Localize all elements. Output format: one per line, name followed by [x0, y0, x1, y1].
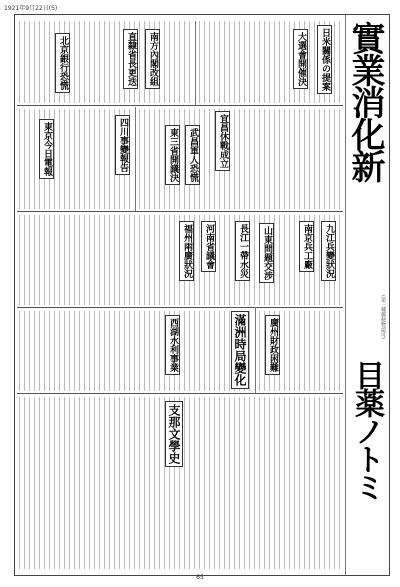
column-rule	[345, 15, 346, 575]
headline: 武昌軍人恐慌	[185, 125, 200, 185]
page-header-date: 1921年9月22日(5)	[4, 5, 58, 12]
masthead	[347, 15, 389, 535]
newspaper-page	[14, 14, 390, 576]
article-text-block	[19, 21, 193, 103]
headline: 宜昌休戰成立	[215, 111, 230, 171]
article-text-block	[19, 311, 253, 391]
section-divider	[17, 393, 343, 394]
section-divider	[17, 211, 343, 212]
masthead-title: 實業消化新	[345, 21, 385, 181]
headline: 廣州財政困難	[265, 315, 280, 375]
column-rule	[195, 21, 196, 105]
headline: 北京銀行恐慌	[55, 33, 70, 93]
headline: 河南省議會	[201, 221, 216, 272]
headline: 九江兵變狀況	[321, 221, 336, 281]
masthead-note: (第三種郵便物認可)	[380, 295, 386, 339]
headline-large: 支那文學史	[165, 401, 183, 467]
headline: 日米關係の提案	[317, 25, 332, 94]
section-divider	[17, 307, 343, 308]
headline: 西湖水利事業	[165, 315, 180, 375]
headline: 東三省開議決	[165, 125, 180, 185]
section-divider	[17, 105, 343, 106]
page-footer-number: 65	[196, 574, 204, 581]
headline: 四川事變報告	[115, 115, 130, 175]
headline: 長江一帶水災	[235, 221, 250, 281]
masthead-advert: 目薬ノトミ	[349, 360, 384, 500]
headline: 東京今日電報	[39, 119, 54, 179]
headline: 南京兵工廠	[299, 221, 314, 272]
headline: 南方內閣改組	[145, 29, 160, 89]
headline: 直隸省長更迭	[123, 29, 138, 89]
headline-large: 滿洲時局變化	[231, 311, 249, 389]
headline: 福州兩廣狀況	[179, 221, 194, 281]
column-rule	[135, 107, 136, 211]
headline: 大選會開催決	[293, 29, 308, 89]
column-rule	[255, 307, 256, 393]
headline: 山東問題交涉	[259, 223, 274, 283]
